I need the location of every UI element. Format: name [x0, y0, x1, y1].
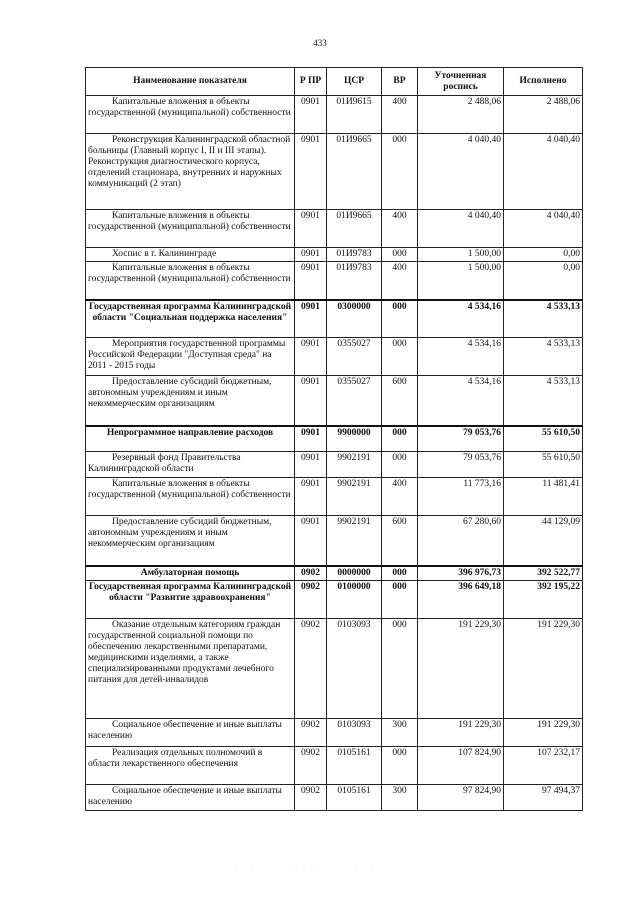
row-name: Резервный фонд Правительства Калининградской области	[86, 452, 295, 478]
row-rpr: 0902	[295, 718, 327, 746]
row-name: Предоставление субсидий бюджетным, автономным учреждениям и иным некоммерческим организациям	[86, 376, 295, 426]
row-name: Амбулаторная помощь	[86, 566, 295, 581]
row-rpr: 0902	[295, 580, 327, 618]
table-row	[86, 96, 583, 134]
row-vr: 400	[382, 210, 418, 248]
row-rpr: 0902	[295, 784, 327, 810]
row-rpr: 0901	[295, 300, 327, 338]
row-done: 191 229,30	[504, 718, 583, 746]
row-csr: 01И9665	[327, 134, 382, 210]
row-plan: 79 053,76	[418, 452, 504, 478]
row-rpr: 0901	[295, 210, 327, 248]
table-row-subtotal	[86, 300, 583, 338]
row-csr: 9902191	[327, 478, 382, 516]
row-csr: 01И9665	[327, 210, 382, 248]
row-plan: 191 229,30	[418, 718, 504, 746]
row-vr: 400	[382, 262, 418, 300]
row-done: 4 533,13	[504, 338, 583, 376]
row-plan: 2 488,06	[418, 96, 504, 134]
row-done: 0,00	[504, 262, 583, 300]
row-done: 392 195,22	[504, 580, 583, 618]
row-done: 4 040,40	[504, 134, 583, 210]
row-name: Капитальные вложения в объекты государственной (муниципальной) собственности	[86, 210, 295, 248]
row-name: Капитальные вложения в объекты государственной (муниципальной) собственности	[86, 262, 295, 300]
table-row	[86, 718, 583, 746]
row-vr: 400	[382, 478, 418, 516]
table-row	[86, 618, 583, 718]
row-plan: 4 534,16	[418, 338, 504, 376]
row-vr: 000	[382, 452, 418, 478]
row-plan: 1 500,00	[418, 248, 504, 262]
row-rpr: 0901	[295, 452, 327, 478]
row-rpr: 0901	[295, 134, 327, 210]
row-done: 191 229,30	[504, 618, 583, 718]
row-csr: 0355027	[327, 376, 382, 426]
row-vr: 600	[382, 376, 418, 426]
row-csr: 9900000	[327, 426, 382, 452]
row-done: 107 232,17	[504, 746, 583, 784]
table-row	[86, 746, 583, 784]
row-vr: 000	[382, 300, 418, 338]
row-name: Государственная программа Калининградской области "Социальная поддержка населения"	[86, 300, 295, 338]
row-vr: 600	[382, 516, 418, 566]
row-done: 4 040,40	[504, 210, 583, 248]
row-plan: 11 773,16	[418, 478, 504, 516]
row-vr: 000	[382, 566, 418, 581]
row-csr: 0355027	[327, 338, 382, 376]
row-rpr: 0901	[295, 248, 327, 262]
row-plan: 67 280,60	[418, 516, 504, 566]
table-row	[86, 478, 583, 516]
row-csr: 01И9783	[327, 262, 382, 300]
row-name: Капитальные вложения в объекты государственной (муниципальной) собственности	[86, 478, 295, 516]
row-csr: 0105161	[327, 746, 382, 784]
row-rpr: 0901	[295, 426, 327, 452]
row-vr: 000	[382, 618, 418, 718]
row-csr: 0300000	[327, 300, 382, 338]
row-rpr: 0901	[295, 478, 327, 516]
table-row	[86, 134, 583, 210]
row-plan: 97 824,90	[418, 784, 504, 810]
scan-artifact: · · · · · · · · · · · · · · · · · · · · · · ·	[235, 869, 405, 875]
row-csr: 0100000	[327, 580, 382, 618]
row-rpr: 0901	[295, 516, 327, 566]
row-done: 11 481,41	[504, 478, 583, 516]
row-vr: 000	[382, 248, 418, 262]
row-plan: 4 040,40	[418, 210, 504, 248]
row-plan: 396 649,18	[418, 580, 504, 618]
row-vr: 000	[382, 580, 418, 618]
row-name: Реализация отдельных полномочий в области лекарственного обеспечения	[86, 746, 295, 784]
row-vr: 000	[382, 746, 418, 784]
row-csr: 0000000	[327, 566, 382, 581]
row-vr: 300	[382, 718, 418, 746]
table-row	[86, 516, 583, 566]
row-plan: 107 824,90	[418, 746, 504, 784]
row-csr: 01И9783	[327, 248, 382, 262]
row-csr: 0105161	[327, 784, 382, 810]
row-plan: 4 040,40	[418, 134, 504, 210]
budget-table	[85, 67, 583, 811]
table-row-subtotal	[86, 426, 583, 452]
row-csr: 9902191	[327, 452, 382, 478]
row-done: 97 494,37	[504, 784, 583, 810]
row-rpr: 0902	[295, 746, 327, 784]
row-csr: 9902191	[327, 516, 382, 566]
row-vr: 400	[382, 96, 418, 134]
row-done: 4 533,13	[504, 376, 583, 426]
row-name: Хоспис в г. Калининграде	[86, 248, 295, 262]
row-name: Мероприятия государственной программы Российской Федерации "Доступная среда" на 2011 - 2015 годы	[86, 338, 295, 376]
table-row	[86, 784, 583, 810]
header-rpr: Р ПР	[295, 68, 327, 96]
row-done: 0,00	[504, 248, 583, 262]
header-plan: Уточненная роспись	[418, 68, 504, 96]
row-vr: 000	[382, 134, 418, 210]
row-done: 44 129,09	[504, 516, 583, 566]
header-name: Наименование показателя	[86, 68, 295, 96]
row-name: Государственная программа Калининградской области "Развитие здравоохранения"	[86, 580, 295, 618]
row-plan: 79 053,76	[418, 426, 504, 452]
table-header-row	[86, 68, 583, 96]
table-row	[86, 376, 583, 426]
table-row	[86, 262, 583, 300]
row-name: Социальное обеспечение и иные выплаты населению	[86, 784, 295, 810]
header-csr: ЦСР	[327, 68, 382, 96]
row-vr: 000	[382, 426, 418, 452]
row-done: 55 610,50	[504, 426, 583, 452]
header-vr: ВР	[382, 68, 418, 96]
row-name: Реконструкция Калининградской областной больницы (Главный корпус I, II и III этапы). Реконструкция диагностического корпуса, отделений стационара, внутренних и наружных коммуникаций (2 этап)	[86, 134, 295, 210]
row-name: Непрограммное направление расходов	[86, 426, 295, 452]
row-name: Предоставление субсидий бюджетным, автономным учреждениям и иным некоммерческим организациям	[86, 516, 295, 566]
row-vr: 300	[382, 784, 418, 810]
page-number: 433	[313, 38, 327, 48]
row-csr: 0103093	[327, 618, 382, 718]
row-rpr: 0902	[295, 566, 327, 581]
table-row-subtotal	[86, 580, 583, 618]
row-rpr: 0901	[295, 338, 327, 376]
row-vr: 000	[382, 338, 418, 376]
row-plan: 4 534,16	[418, 300, 504, 338]
table-row	[86, 248, 583, 262]
row-rpr: 0901	[295, 376, 327, 426]
table-row	[86, 210, 583, 248]
row-done: 4 533,13	[504, 300, 583, 338]
row-name: Социальное обеспечение и иные выплаты населению	[86, 718, 295, 746]
row-plan: 1 500,00	[418, 262, 504, 300]
row-name: Оказание отдельным категориям граждан государственной социальной помощи по обеспечению лекарственными препаратами, медицинскими изделиями, а также специализированными продуктами лечебного питания для детей-инвалидов	[86, 618, 295, 718]
row-csr: 0103093	[327, 718, 382, 746]
table-row	[86, 452, 583, 478]
row-rpr: 0901	[295, 262, 327, 300]
header-done: Исполнено	[504, 68, 583, 96]
table-row	[86, 338, 583, 376]
table-row-subtotal	[86, 566, 583, 581]
row-rpr: 0901	[295, 96, 327, 134]
row-csr: 01И9615	[327, 96, 382, 134]
row-plan: 191 229,30	[418, 618, 504, 718]
row-plan: 4 534,16	[418, 376, 504, 426]
row-plan: 396 976,73	[418, 566, 504, 581]
row-done: 55 610,50	[504, 452, 583, 478]
row-name: Капитальные вложения в объекты государственной (муниципальной) собственности	[86, 96, 295, 134]
row-done: 392 522,77	[504, 566, 583, 581]
row-done: 2 488,06	[504, 96, 583, 134]
row-rpr: 0902	[295, 618, 327, 718]
